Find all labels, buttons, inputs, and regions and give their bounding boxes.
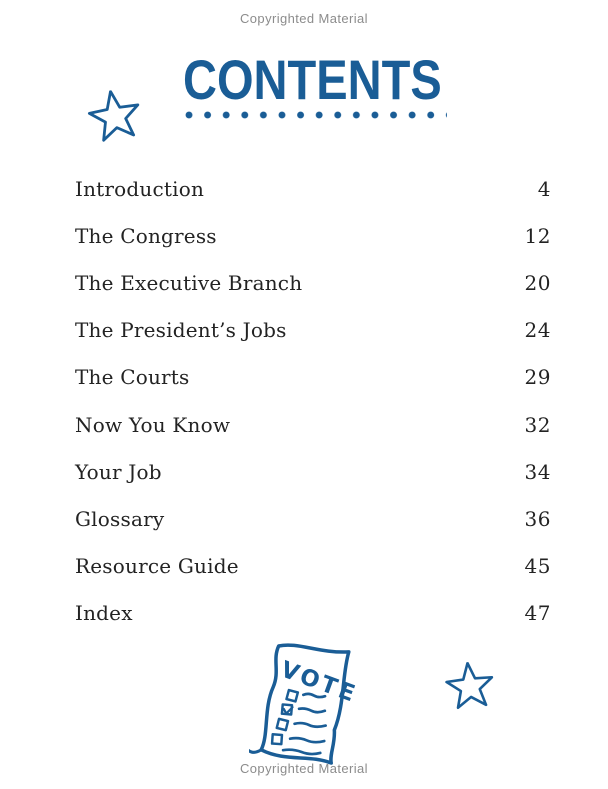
toc-entry-page: 4 (537, 176, 551, 201)
toc-entry-page: 12 (524, 223, 551, 248)
toc-entry-page: 29 (524, 365, 551, 390)
toc-entry-label: The Executive Branch (75, 270, 303, 295)
toc-row (75, 307, 551, 354)
toc-entry-label: The President’s Jobs (75, 318, 287, 343)
toc-row (75, 212, 551, 259)
toc-entry-page: 47 (524, 601, 551, 626)
toc-entry-label: Introduction (75, 176, 205, 201)
toc-entry-label: The Congress (75, 223, 217, 248)
toc-row (75, 354, 551, 401)
dotted-divider (185, 111, 447, 119)
toc-row (75, 590, 551, 637)
toc-row (75, 401, 551, 448)
toc-row (75, 165, 551, 212)
toc-entry-page: 20 (524, 270, 551, 295)
table-of-contents (75, 165, 551, 637)
toc-entry-page: 36 (524, 506, 551, 531)
vote-ballot-icon (249, 641, 367, 769)
copyright-notice-bottom: Copyrighted Material (240, 761, 368, 776)
toc-entry-page: 32 (524, 412, 551, 437)
toc-entry-label: Now You Know (75, 412, 231, 437)
toc-row (75, 543, 551, 590)
page-title: CONTENTS (183, 48, 442, 111)
toc-entry-page: 34 (524, 459, 551, 484)
ballot-text: VOTE (277, 656, 362, 709)
toc-entry-page: 45 (524, 554, 551, 579)
toc-entry-label: The Courts (75, 365, 190, 390)
toc-entry-label: Your Job (75, 459, 162, 484)
star-doodle-icon (84, 86, 147, 149)
toc-row (75, 259, 551, 306)
toc-entry-label: Index (75, 601, 133, 626)
toc-entry-label: Glossary (75, 506, 165, 531)
toc-entry-label: Resource Guide (75, 554, 239, 579)
toc-row (75, 448, 551, 495)
copyright-notice-top: Copyrighted Material (240, 11, 368, 26)
toc-entry-page: 24 (524, 318, 551, 343)
toc-row (75, 495, 551, 542)
star-doodle-icon (443, 660, 498, 715)
